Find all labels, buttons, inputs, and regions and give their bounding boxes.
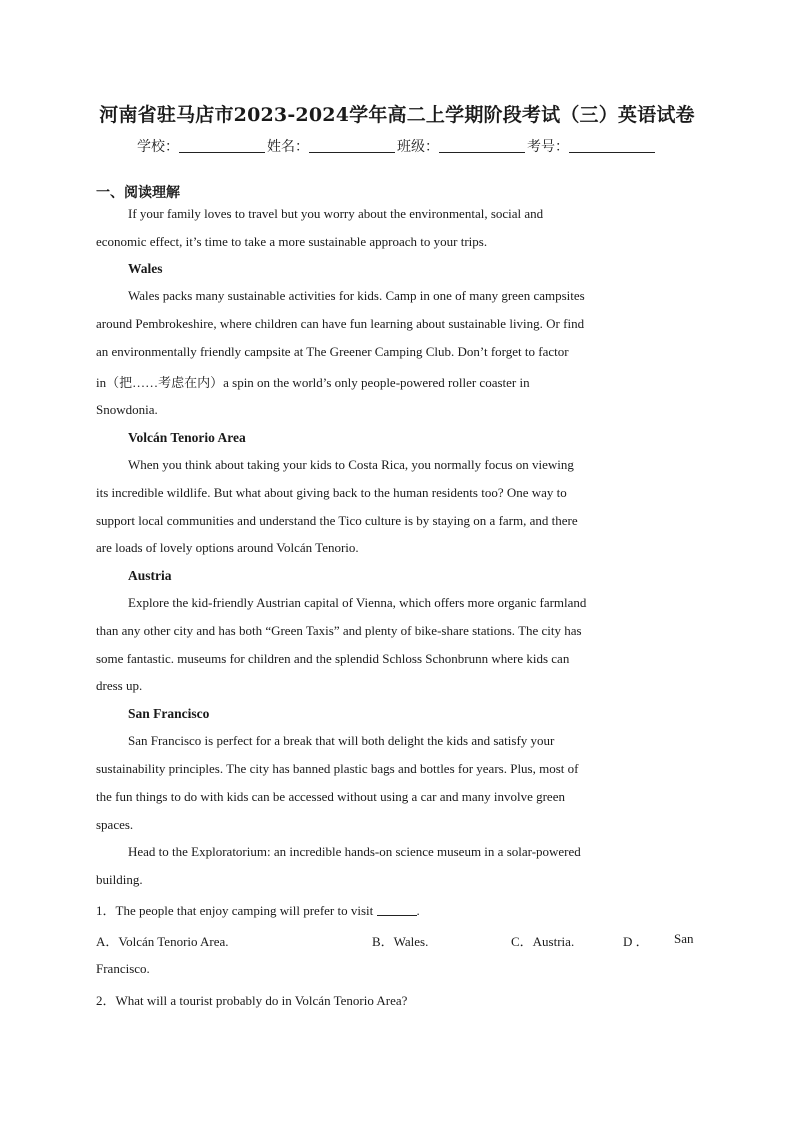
answer-blank[interactable]: [377, 903, 417, 916]
wales-line: Wales packs many sustainable activities for kids. Camp in one of many green campsites: [128, 288, 585, 303]
exam-title: 河南省驻马店市2023-2024学年高二上学期阶段考试（三）英语试卷: [99, 104, 695, 126]
sanfrancisco-extra-line: Head to the Exploratorium: an incredible hands-on science museum in a solar-powered: [128, 844, 581, 859]
section-heading: 一、阅读理解: [96, 185, 180, 201]
school-label: 学校：: [137, 139, 179, 155]
wales-line: in（把……考虑在内）a spin on the world’s only people-powered roller coaster in: [96, 375, 530, 390]
austria-line: Explore the kid-friendly Austrian capital of Vienna, which offers more organic farmland: [128, 595, 587, 610]
option-d-word[interactable]: San: [674, 931, 694, 946]
number-label: 考号：: [527, 139, 569, 155]
option-b[interactable]: B．Wales.: [372, 934, 429, 949]
sanfrancisco-extra-line: building.: [96, 872, 143, 887]
tenorio-line: are loads of lovely options around Volcán Tenorio.: [96, 540, 359, 555]
wales-line: an environmentally friendly campsite at The Greener Camping Club. Don’t forget to factor: [96, 344, 569, 359]
sanfrancisco-line: sustainability principles. The city has banned plastic bags and bottles for years. Plus, most of: [96, 761, 579, 776]
tenorio-heading: Volcán Tenorio Area: [128, 430, 246, 445]
austria-line: than any other city and has both “Green Taxis” and plenty of bike-share stations. The city has: [96, 623, 582, 638]
sanfrancisco-line: the fun things to do with kids can be accessed without using a car and many involve green: [96, 789, 565, 804]
name-label: 姓名：: [267, 139, 309, 155]
name-blank[interactable]: [309, 138, 395, 153]
austria-line: some fantastic. museums for children and the splendid Schloss Schonbrunn where kids can: [96, 651, 570, 666]
sanfrancisco-heading: San Francisco: [128, 706, 210, 721]
sanfrancisco-line: San Francisco is perfect for a break that will both delight the kids and satisfy your: [128, 733, 555, 748]
austria-line: dress up.: [96, 678, 143, 693]
intro-line: economic effect, it’s time to take a more sustainable approach to your trips.: [96, 234, 488, 249]
tenorio-line: its incredible wildlife. But what about giving back to the human residents too? One way to: [96, 485, 567, 500]
question-1-stem-end: .: [416, 903, 420, 918]
option-d[interactable]: D ．: [623, 934, 649, 949]
option-d-continued[interactable]: Francisco.: [96, 961, 150, 976]
intro-line: If your family loves to travel but you worry about the environmental, social and: [128, 206, 544, 221]
school-blank[interactable]: [179, 138, 265, 153]
question-2-stem: 2．What will a tourist probably do in Volcán Tenorio Area?: [96, 993, 408, 1008]
sanfrancisco-line: spaces.: [96, 817, 134, 832]
wales-line: Snowdonia.: [96, 402, 158, 417]
option-a[interactable]: A．Volcán Tenorio Area.: [96, 934, 229, 949]
question-1-stem: 1．The people that enjoy camping will prefer to visit: [96, 903, 374, 918]
student-info-row: [0, 136, 794, 156]
wales-heading: Wales: [128, 261, 163, 276]
class-label: 班级：: [397, 139, 439, 155]
class-blank[interactable]: [439, 138, 525, 153]
number-blank[interactable]: [569, 138, 655, 153]
tenorio-line: support local communities and understand the Tico culture is by staying on a farm, and there: [96, 513, 578, 528]
austria-heading: Austria: [128, 568, 172, 583]
option-c[interactable]: C．Austria.: [511, 934, 575, 949]
question-1: [96, 900, 420, 919]
tenorio-line: When you think about taking your kids to Costa Rica, you normally focus on viewing: [128, 457, 574, 472]
wales-line: around Pembrokeshire, where children can have fun learning about sustainable living. Or find: [96, 316, 585, 331]
